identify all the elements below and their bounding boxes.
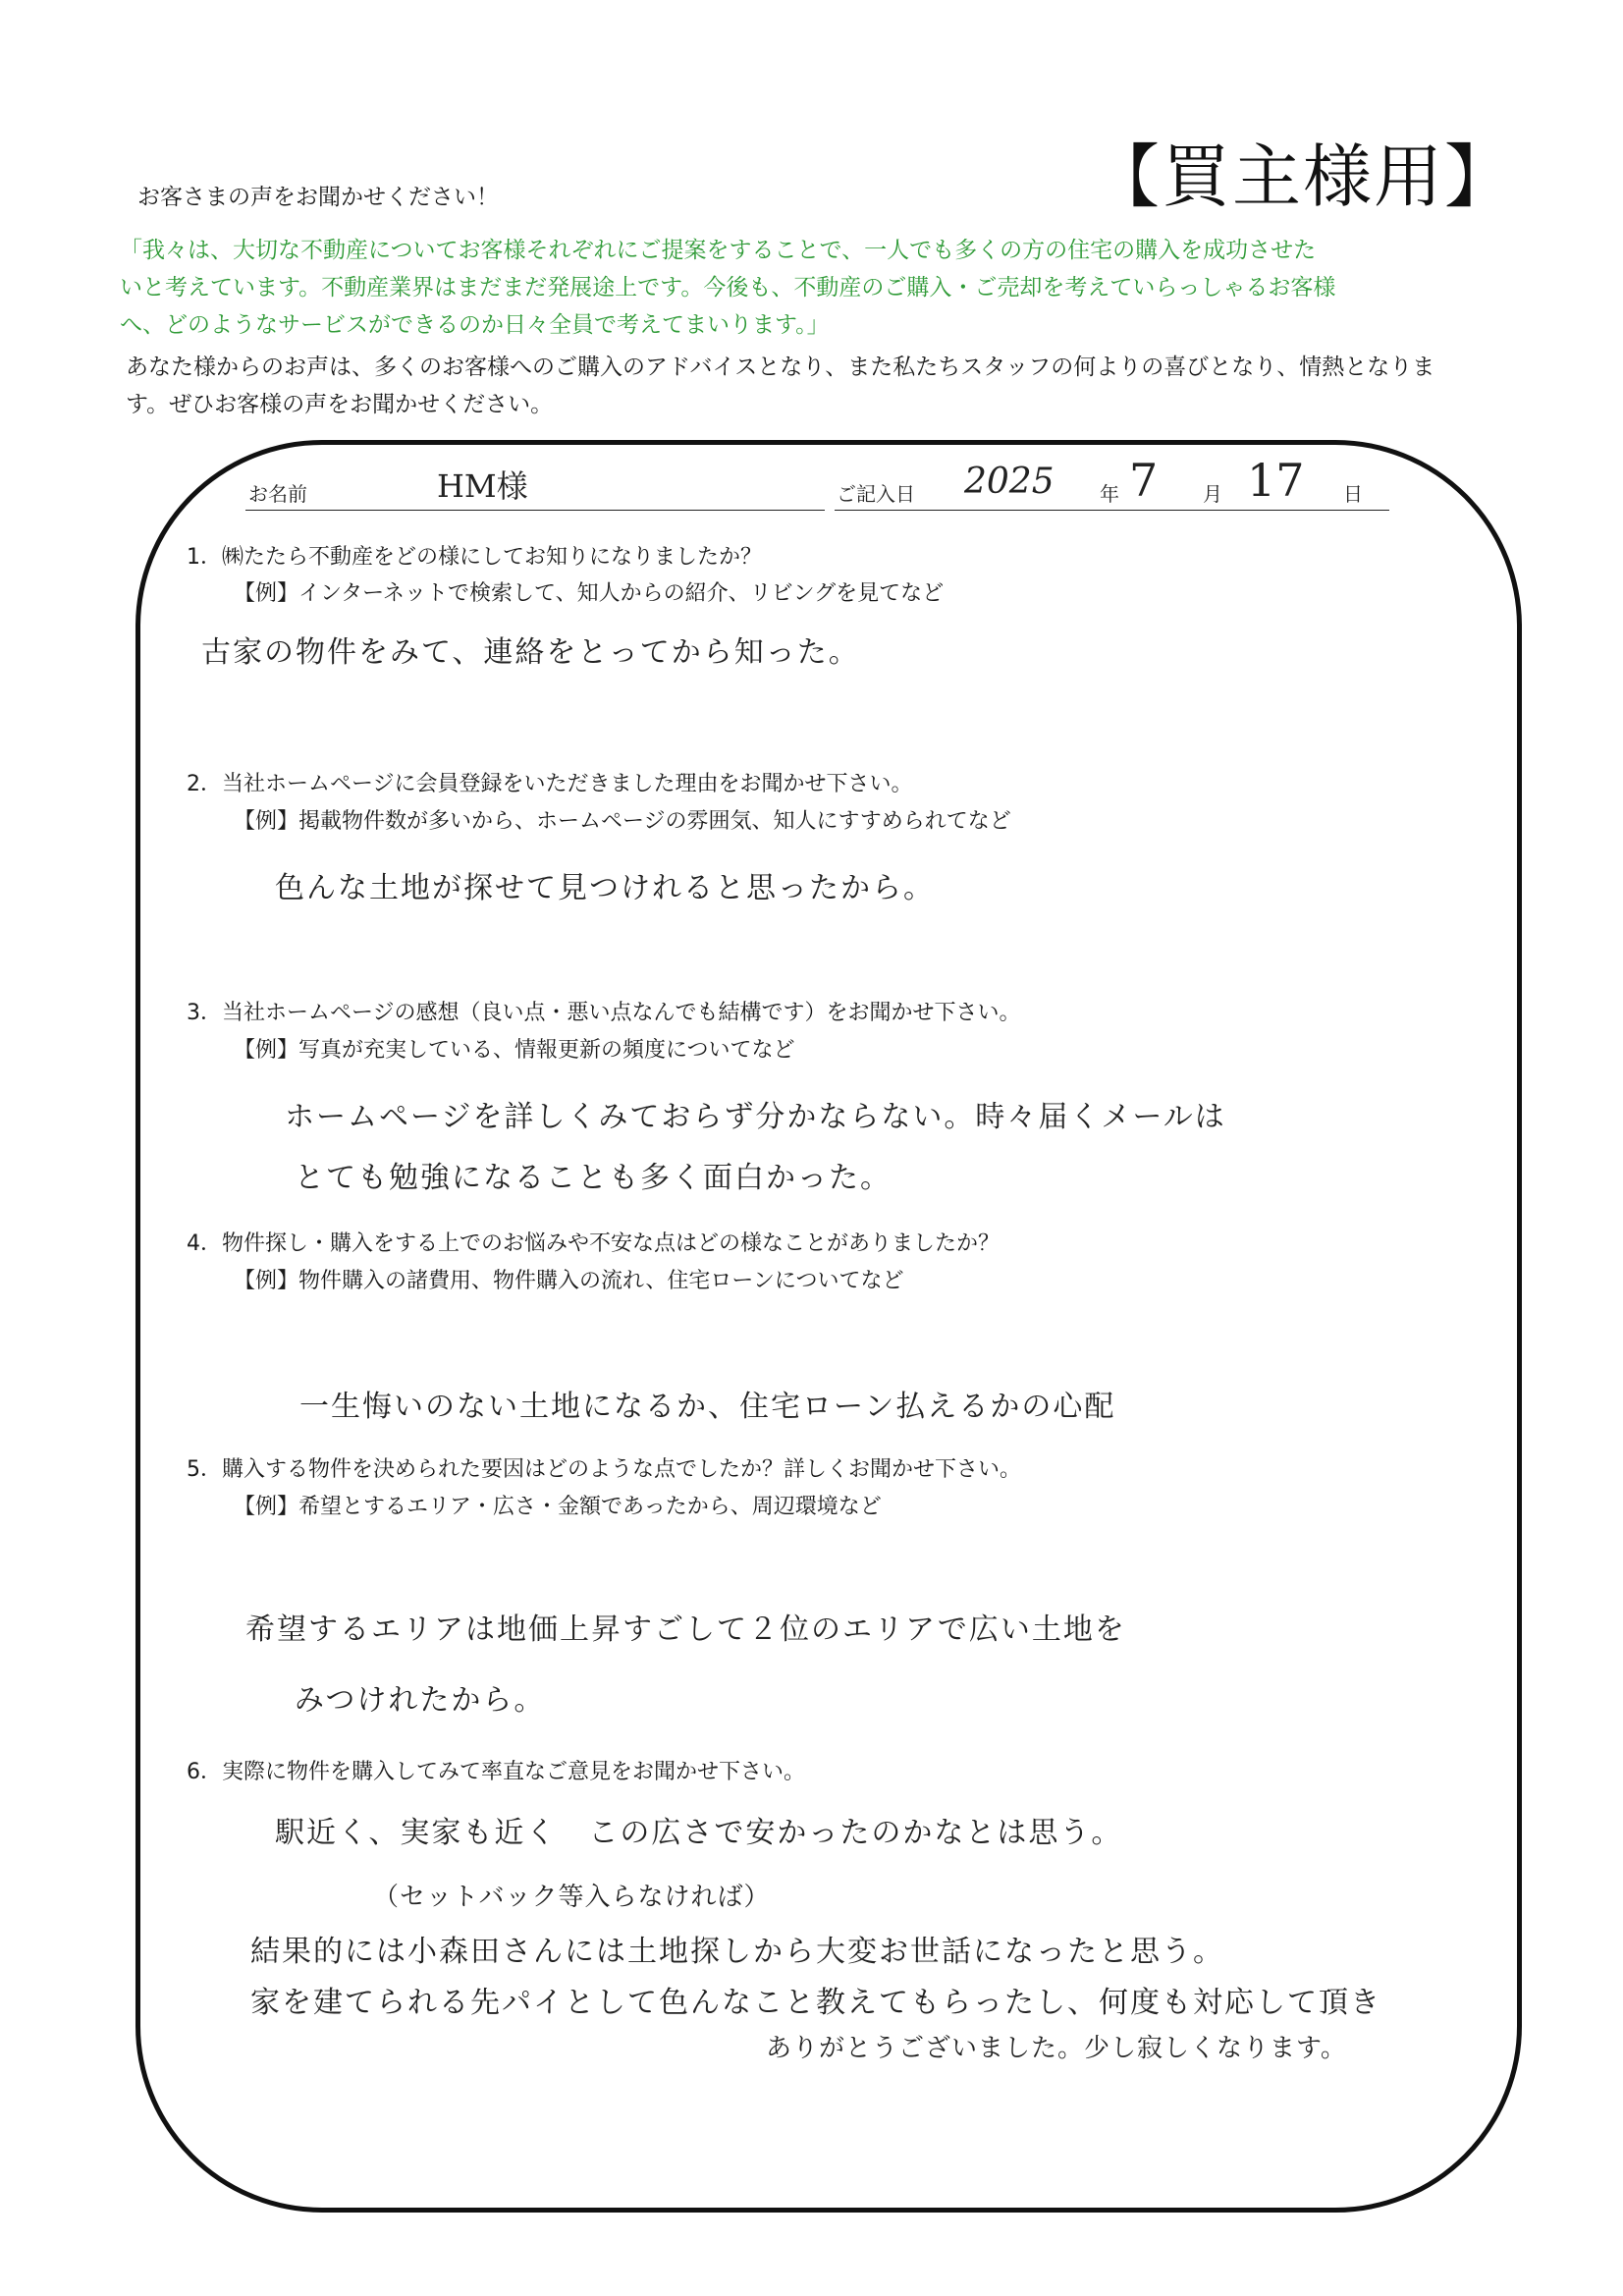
month-unit: 月 [1203, 482, 1222, 506]
intro-request: あなた様からのお声は、多くのお客様へのご購入のアドバイスとなり、また私たちスタッフの何よりの喜びとなり、情熱となりま す。ぜひお客様の声をお聞かせください。 [126, 355, 1435, 417]
question-5-answer-line-2: みつけれたから。 [295, 1683, 546, 1718]
question-5-example: 【例】希望とするエリア・広さ・金額であったから、周辺環境など [234, 1495, 882, 1519]
year-unit: 年 [1100, 482, 1119, 506]
year-value: 2025 [964, 462, 1055, 502]
date-label: ご記入日 [837, 482, 915, 506]
intro-statement: 「我々は、大切な不動産についてお客様それぞれにご提案をすることで、一人でも多くの方の住宅の購入を成功させた いと考えています。不動産業界はまだまだ発展途上です。今後も、不動産のご購入・ご売却を考えていらっしゃるお客様 へ、どのようなサービスができるのか日々全員で考えてまいります。」 [120, 238, 1336, 338]
day-unit: 日 [1343, 482, 1363, 506]
question-1-title: 1．㈱たたら不動産をどの様にしてお知りになりましたか？ [187, 545, 762, 570]
survey-prompt: お客さまの声をお聞かせください！ [137, 185, 499, 210]
question-6-title: 6．実際に物件を購入してみて率直なご意見をお聞かせ下さい。 [187, 1760, 805, 1784]
date-underline [835, 510, 1389, 511]
question-5-answer-line-1: 希望するエリアは地価上昇すごして２位のエリアで広い土地を [245, 1613, 1126, 1647]
question-1-example: 【例】インターネットで検索して、知人からの紹介、リビングを見てなど [234, 581, 945, 606]
question-3-answer-line-2: とても勉強になることも多く面白かった。 [295, 1161, 892, 1195]
name-value: HM様 [437, 467, 528, 505]
question-3-example: 【例】写真が充実している、情報更新の頻度についてなど [234, 1038, 795, 1063]
question-4-example: 【例】物件購入の諸費用、物件購入の流れ、住宅ローンについてなど [234, 1269, 904, 1293]
question-2-example: 【例】掲載物件数が多いから、ホームページの雰囲気、知人にすすめられてなど [234, 809, 1011, 834]
question-6-answer-line-5: ありがとうございました。少し寂しくなります。 [766, 2034, 1347, 2063]
day-value: 17 [1247, 454, 1305, 507]
question-4-title: 4．物件探し・購入をする上でのお悩みや不安な点はどの様なことがありましたか？ [187, 1231, 1000, 1256]
question-6-answer-line-2: （セットバック等入らなければ） [373, 1883, 771, 1912]
question-2-answer-line-1: 色んな土地が探せて見つけれると思ったから。 [275, 871, 935, 905]
question-5-title: 5．購入する物件を決められた要因はどのような点でしたか？詳しくお聞かせ下さい。 [187, 1457, 1021, 1482]
name-underline [245, 510, 825, 511]
name-label: お名前 [248, 482, 307, 506]
question-3-answer-line-1: ホームページを詳しくみておらず分かならない。時々届くメールは [285, 1100, 1226, 1134]
question-4-answer-line-1: 一生悔いのない土地になるか、住宅ローン払えるかの心配 [299, 1390, 1116, 1424]
question-6-answer-line-1: 駅近く、実家も近く この広さで安かったのかなとは思う。 [275, 1816, 1123, 1850]
question-6-answer-line-3: 結果的には小森田さんには土地探しから大変お世話になったと思う。 [250, 1935, 1224, 1969]
month-value: 7 [1129, 454, 1159, 507]
question-2-title: 2．当社ホームページに会員登録をいただきました理由をお聞かせ下さい。 [187, 772, 913, 796]
page-title: 【買主様用】 [1091, 137, 1515, 217]
question-6-answer-line-4: 家を建てられる先パイとして色んなこと教えてもらったし、何度も対応して頂き [250, 1986, 1381, 2020]
question-3-title: 3．当社ホームページの感想（良い点・悪い点なんでも結構です）をお聞かせ下さい。 [187, 1001, 1021, 1025]
question-1-answer-line-1: 古家の物件をみて、連絡をとってから知った。 [201, 635, 860, 670]
